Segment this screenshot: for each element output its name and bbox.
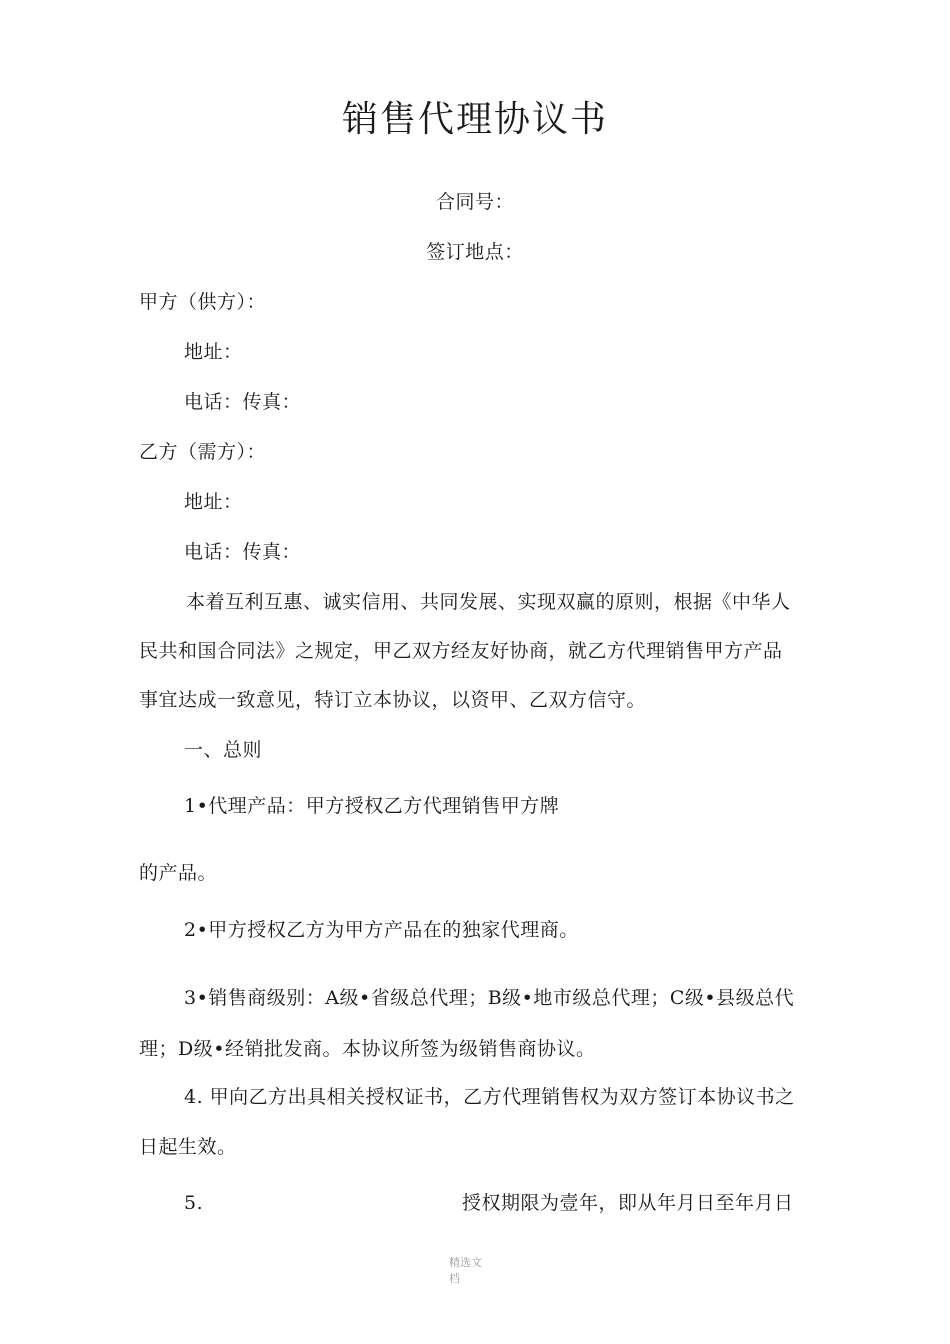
clause-4-line: 日起生效。 xyxy=(139,1136,237,1158)
section-heading: 一、总则 xyxy=(184,739,263,761)
signing-place-label: 签订地点： xyxy=(426,241,524,263)
party-b-address: 地址： xyxy=(184,491,243,513)
intro-paragraph-line: 事宜达成一致意见，特订立本协议，以资甲、乙双方信守。 xyxy=(139,689,647,711)
clause-4-line: 4. 甲向乙方出具相关授权证书，乙方代理销售权为双方签订本协议书之 xyxy=(184,1086,795,1108)
contract-number-label: 合同号： xyxy=(435,191,514,213)
intro-paragraph-line: 民共和国合同法》之规定，甲乙双方经友好协商，就乙方代理销售甲方产品 xyxy=(139,640,783,662)
party-a-address: 地址： xyxy=(184,341,243,363)
party-a-phone-fax: 电话：传真： xyxy=(184,391,302,413)
footer-watermark-line: 精选文 xyxy=(449,1256,482,1269)
party-b-phone-fax: 电话：传真： xyxy=(184,541,302,563)
document-title: 销售代理协议书 xyxy=(341,99,608,140)
clause-5-number: 5. xyxy=(184,1192,204,1214)
party-b-heading: 乙方（需方）： xyxy=(139,441,267,463)
clause-2: 2•甲方授权乙方为甲方产品在的独家代理商。 xyxy=(184,919,579,941)
clause-1-line: 的产品。 xyxy=(139,862,218,884)
intro-paragraph-line: 本着互利互惠、诚实信用、共同发展、实现双赢的原则，根据《中华人 xyxy=(186,591,791,613)
footer-watermark-line: 档 xyxy=(449,1272,460,1285)
party-a-heading: 甲方（供方）： xyxy=(139,291,267,313)
clause-3-line: 理；D级•经销批发商。本协议所签为级销售商协议。 xyxy=(139,1038,596,1060)
clause-3-line: 3•销售商级别：A级•省级总代理；B级•地市级总代理；C级•县级总代 xyxy=(184,987,795,1009)
clause-1-line: 1•代理产品：甲方授权乙方代理销售甲方牌 xyxy=(184,795,560,817)
clause-5-text: 授权期限为壹年，即从年月日至年月日 xyxy=(462,1192,794,1214)
